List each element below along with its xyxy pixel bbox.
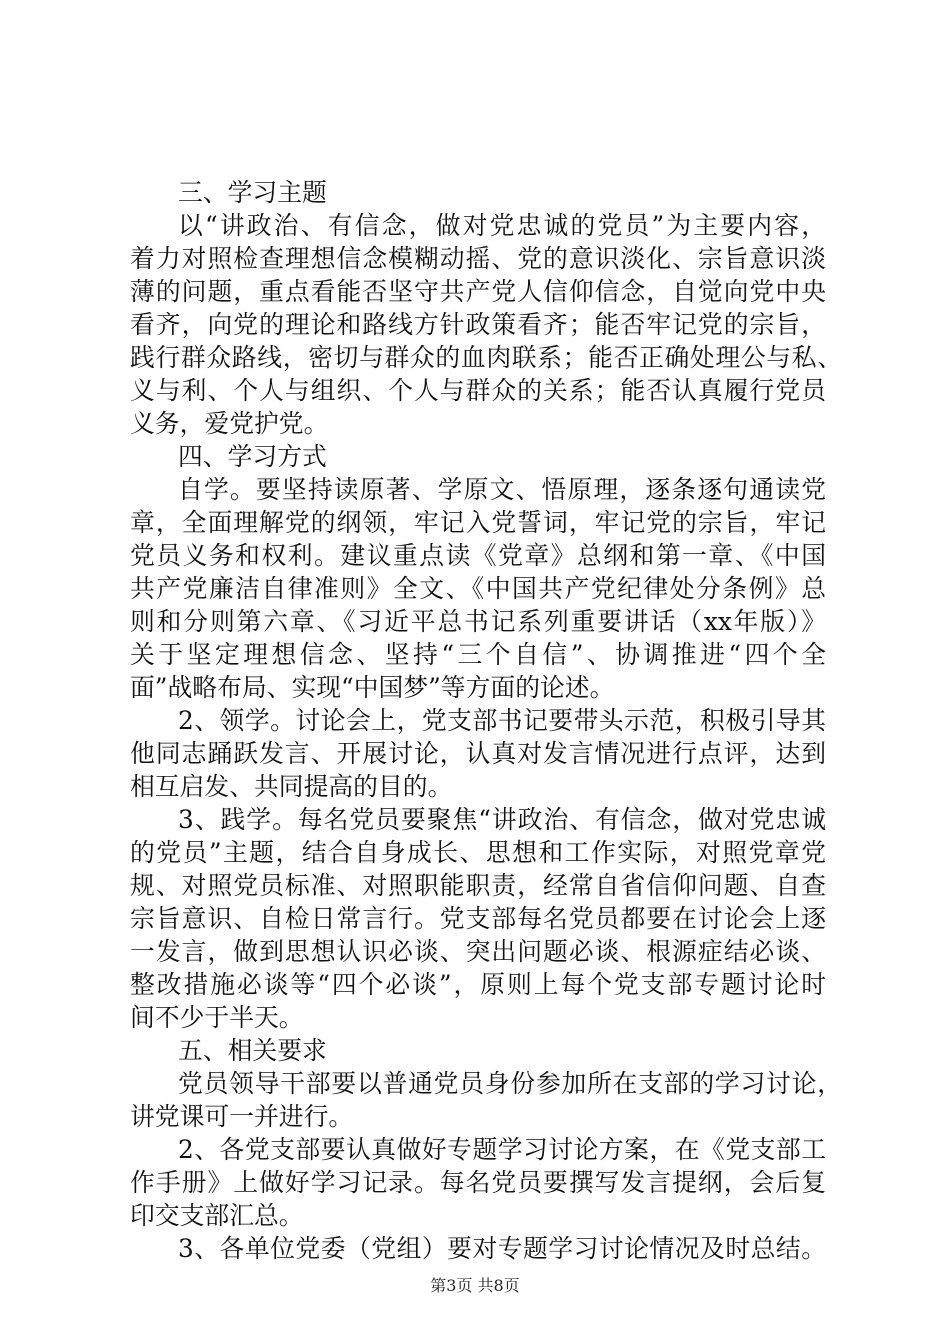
page-number-footer: 第3页 共8页 <box>430 1276 520 1295</box>
paragraph-line: 的党员”主题，结合自身成长、思想和工作实际，对照党章党 <box>130 838 826 867</box>
paragraph-line: 作手册》上做好学习记录。每名党员要撰写发言提纲，会后复 <box>130 1168 826 1197</box>
paragraph-line: 2、领学。讨论会上，党支部书记要带头示范，积极引导其 <box>178 706 826 735</box>
paragraph-line: 着力对照检查理想信念模糊动摇、党的意识淡化、宗旨意识淡 <box>130 244 826 273</box>
paragraph-line: 看齐，向党的理论和路线方针政策看齐；能否牢记党的宗旨， <box>130 310 826 339</box>
paragraph-line: 间不少于半天。 <box>130 1003 304 1032</box>
paragraph-line: 则和分则第六章、《习近平总书记系列重要讲话（xx年版）》 <box>130 607 826 636</box>
paragraph-line: 3、践学。每名党员要聚焦“讲政治、有信念，做对党忠诚 <box>178 805 826 834</box>
paragraph-line: 2、各党支部要认真做好专题学习讨论方案，在《党支部工 <box>178 1135 826 1164</box>
paragraph-line: 自学。要坚持读原著、学原文、悟原理，逐条逐句通读党 <box>178 475 826 504</box>
section-heading-study-method: 四、学习方式 <box>178 442 327 471</box>
paragraph-line: 章，全面理解党的纲领，牢记入党誓词，牢记党的宗旨，牢记 <box>130 508 826 537</box>
paragraph-line: 一发言，做到思想认识必谈、突出问题必谈、根源症结必谈、 <box>130 937 826 966</box>
paragraph-line: 义与利、个人与组织、个人与群众的关系；能否认真履行党员 <box>130 376 826 405</box>
paragraph-line: 宗旨意识、自检日常言行。党支部每名党员都要在讨论会上逐 <box>130 904 826 933</box>
paragraph-line: 党员领导干部要以普通党员身份参加所在支部的学习讨论， <box>178 1069 842 1098</box>
paragraph-line: 践行群众路线，密切与群众的血肉联系；能否正确处理公与私、 <box>130 343 842 372</box>
paragraph-line: 相互启发、共同提高的目的。 <box>130 772 453 801</box>
paragraph-line: 薄的问题，重点看能否坚守共产党人信仰信念，自觉向党中央 <box>130 277 826 306</box>
section-heading-study-theme: 三、学习主题 <box>178 178 327 207</box>
section-heading-requirements: 五、相关要求 <box>178 1036 327 1065</box>
paragraph-line: 关于坚定理想信念、坚持“三个自信”、协调推进“四个全 <box>130 640 826 669</box>
paragraph-line: 面”战略布局、实现“中国梦”等方面的论述。 <box>130 673 615 702</box>
paragraph-line: 他同志踊跃发言、开展讨论，认真对发言情况进行点评，达到 <box>130 739 826 768</box>
paragraph-line: 以“讲政治、有信念，做对党忠诚的党员”为主要内容， <box>178 211 826 240</box>
paragraph-line: 义务，爱党护党。 <box>130 409 329 438</box>
paragraph-line: 共产党廉洁自律准则》全文、《中国共产党纪律处分条例》总 <box>130 574 826 603</box>
paragraph-line: 讲党课可一并进行。 <box>130 1102 354 1131</box>
paragraph-line: 整改措施必谈等“四个必谈”，原则上每个党支部专题讨论时 <box>130 970 826 999</box>
paragraph-line: 3、各单位党委（党组）要对专题学习讨论情况及时总结。 <box>178 1234 826 1263</box>
paragraph-line: 印交支部汇总。 <box>130 1201 304 1230</box>
paragraph-line: 党员义务和权利。建议重点读《党章》总纲和第一章、《中国 <box>130 541 826 570</box>
paragraph-line: 规、对照党员标准、对照职能职责，经常自省信仰问题、自查 <box>130 871 826 900</box>
